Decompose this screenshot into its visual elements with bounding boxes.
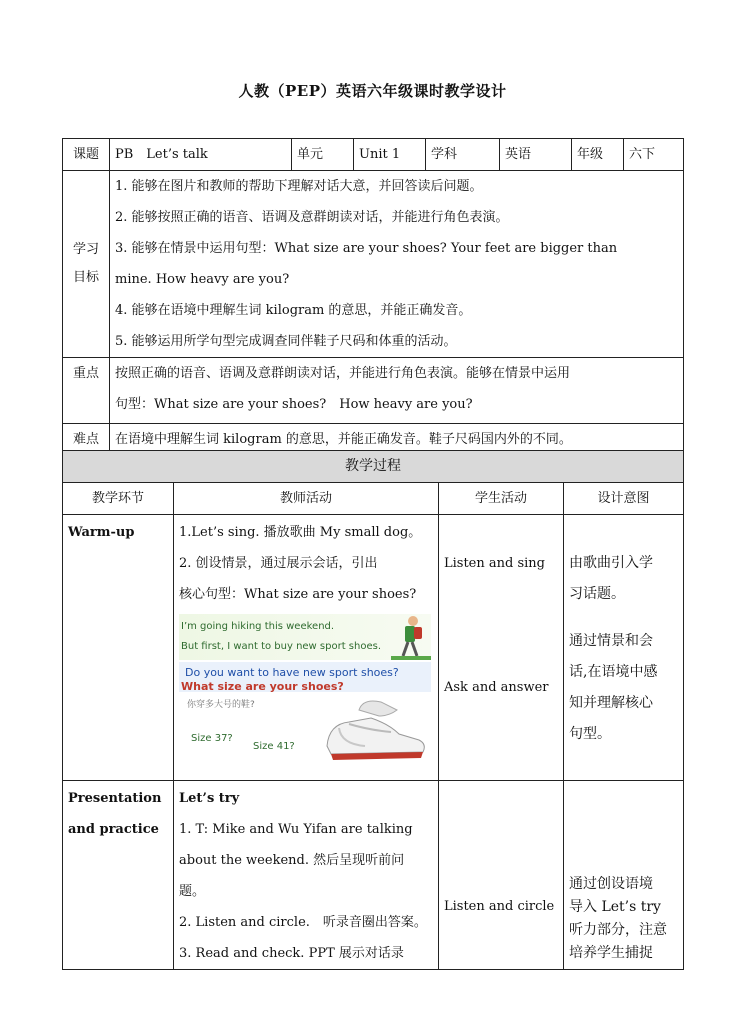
goal-item: mine. How heavy are you? (115, 272, 290, 287)
column-header-student: 学生活动 (439, 483, 564, 515)
image-line-what-size: What size are your shoes? (181, 680, 344, 693)
column-header-stage: 教学环节 (63, 483, 174, 515)
teaching-process-table (62, 450, 684, 970)
presentation-intent-line: 培养学生捕捉 (569, 945, 653, 961)
warmup-teacher-line: 1.Let’s sing. 播放歌曲 My small dog。 (179, 525, 422, 540)
goal-item: 2. 能够按照正确的语音、语调及意群朗读对话，并能进行角色表演。 (115, 210, 509, 225)
image-size-37: Size 37? (191, 733, 233, 744)
key-points-line2: 句型：What size are your shoes? How heavy are you? (115, 397, 473, 412)
key-points-label: 重点 (63, 358, 110, 424)
stage-warmup (63, 515, 174, 781)
lesson-value: PB Let’s talk (110, 139, 292, 171)
page-title: 人教（PEP）英语六年级课时教学设计 (238, 82, 507, 100)
subject-value: 英语 (500, 139, 572, 171)
stage-presentation-line2: and practice (68, 822, 159, 837)
goal-item: 5. 能够运用所学句型完成调查同伴鞋子尺码和体重的活动。 (115, 334, 457, 349)
grade-value: 六下 (624, 139, 684, 171)
shoe-shopping-illustration (179, 614, 431, 774)
goals-label-line2: 目标 (72, 270, 99, 285)
warmup-intent (564, 515, 684, 781)
presentation-intent-line: 通过创设语境 (569, 876, 653, 892)
presentation-teacher-activity (174, 781, 439, 970)
unit-value: Unit 1 (354, 139, 426, 171)
warmup-intent-line: 习话题。 (569, 586, 625, 602)
column-header-intent: 设计意图 (564, 483, 684, 515)
warmup-student-ask: Ask and answer (444, 680, 549, 695)
key-points-content (110, 358, 684, 424)
hiker-icon (391, 614, 431, 660)
image-line-question: Do you want to have new sport shoes? (185, 666, 399, 679)
presentation-intent-line: 听力部分，注意 (569, 922, 667, 938)
goals-content (110, 171, 684, 358)
stage-presentation (63, 781, 174, 970)
column-header-teacher: 教师活动 (174, 483, 439, 515)
key-points-line1: 按照正确的语音、语调及意群朗读对话，并能进行角色表演。能够在情景中运用 (115, 366, 571, 381)
warmup-teacher-line: 2. 创设情景，通过展示会话，引出 (179, 556, 378, 571)
presentation-intent-line: 导入 Let’s try (569, 899, 661, 915)
lesson-info-table (62, 138, 684, 456)
warmup-teacher-activity (174, 515, 439, 781)
image-line-buy-shoes: But first, I want to buy new sport shoes. (181, 641, 382, 652)
presentation-teacher-line: about the weekend. 然后呈现听前问 (179, 853, 405, 868)
presentation-teacher-line: 2. Listen and circle. 听录音圈出答案。 (179, 915, 427, 930)
image-size-41: Size 41? (253, 741, 295, 752)
warmup-teacher-line: 核心句型：What size are your shoes? (179, 587, 417, 602)
process-header: 教学过程 (63, 451, 684, 483)
image-line-hiking: I’m going hiking this weekend. (181, 621, 335, 632)
warmup-student-activity (439, 515, 564, 781)
sport-shoes-icon (319, 694, 431, 774)
difficulties-label: 难点 (63, 424, 110, 456)
warmup-intent-line: 知并理解核心 (569, 695, 653, 711)
warmup-intent-line: 由歌曲引入学 (569, 555, 653, 571)
image-line-chinese: 你穿多大号的鞋? (187, 700, 255, 710)
warmup-intent-line: 通过情景和会 (569, 633, 653, 649)
stage-warmup-label: Warm-up (68, 525, 135, 540)
lets-try-title: Let’s try (179, 791, 240, 806)
presentation-teacher-line: 1. T: Mike and Wu Yifan are talking (179, 822, 413, 837)
unit-label: 单元 (292, 139, 354, 171)
presentation-student-activity (439, 781, 564, 970)
presentation-teacher-line: 题。 (179, 884, 206, 899)
presentation-student-listen: Listen and circle (444, 899, 555, 914)
warmup-intent-line: 话,在语境中感 (569, 664, 658, 680)
goal-item: 3. 能够在情景中运用句型：What size are your shoes? Your feet are bigger than (115, 241, 618, 256)
lesson-label: 课题 (63, 139, 110, 171)
goals-label (63, 171, 110, 358)
warmup-student-sing: Listen and sing (444, 556, 545, 571)
goals-label-line1: 学习 (72, 242, 99, 257)
presentation-teacher-line: 3. Read and check. PPT 展示对话录 (179, 946, 404, 961)
goal-item: 1. 能够在图片和教师的帮助下理解对话大意，并回答读后问题。 (115, 179, 483, 194)
subject-label: 学科 (426, 139, 500, 171)
grade-label: 年级 (572, 139, 624, 171)
warmup-intent-line: 句型。 (569, 726, 611, 742)
goal-item: 4. 能够在语境中理解生词 kilogram 的意思，并能正确发音。 (115, 303, 472, 318)
difficulties-content: 在语境中理解生词 kilogram 的意思，并能正确发音。鞋子尺码国内外的不同。 (110, 424, 684, 456)
stage-presentation-line1: Presentation (68, 791, 162, 806)
presentation-intent (564, 781, 684, 970)
